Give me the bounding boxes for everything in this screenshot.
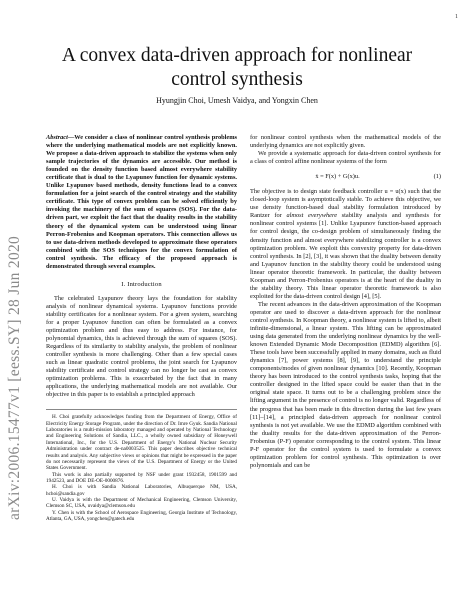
paper-title: A convex data-driven approach for nonlinear control synthesis (61, 45, 413, 90)
paragraph-text: stability analysis and synthesis for nonlinear control systems [1]. Unlike Lyapunov function-based approach for control design, the co-design problem of simultaneously finding the density function and almost everywhere stabilizing controller is a convex optimization problem. We exploit this convexity property for data-driven control synthesis. In [2], [3], it was shown that the duality between density and Lyapunov function in the stability theory could be understood using linear operator theoretic framework. In particular, the duality between Koopman and Perron-Frobenius operators is at the heart of the duality in the stability theory. This linear operator theoretic framework is also exploited for the data-driven control design [4], [5]. (250, 212, 441, 300)
intro-paragraph: The celebrated Lyapunov theory lays the foundation for stability analysis of nonlinear dynamical systems. Lyapunov functions provide stability certificates for a nonlinear system. For a given system, searching for a proper Lyapunov function can often be formulated as a convex optimization problem and thus easy to address. For instance, for polynomial dynamics, this is achieved through the sum of squares (SOS). Regardless of its similarity to stability analysis, the problem of nonlinear controller synthesis is more challenging. Other than a few special cases such as linear quadratic control problems, the joint search for Lyapunov stability certificate and control strategy can no longer be cast as convex optimization problems. This is exacerbated by the fact that in many applications, the underlying mathematical models are not available. Our objective in this paper is to establish a principled approach (46, 294, 237, 399)
body-paragraph (250, 188, 441, 301)
paragraph-text: The objective is to design state feedback controller u = u(x) such that the closed-loop system is asymptotically stable. To achieve this objective, we use density function-based dual stability formulation introduced by Rantzer for (250, 188, 441, 220)
abstract-text: —We consider a class of nonlinear control synthesis problems where the underlying mathematical models are not explicitly known. We propose a data-driven approach to stabilize the systems when only sample trajectories of the dynamics are accessible. Our method is founded on the density function based almost everywhere stability certificate that is dual to the Lyapunov function for dynamic systems. Unlike Lyapunov based methods, density functions lead to a convex formulation for a joint search of the control strategy and the stability certificate. This type of convex problem can be solved efficiently by invoking the machinery of the sum of squares (SOS). For the data-driven part, we exploit the fact that the duality results in the stability theory of the dynamical system can be understood using linear Perron-Frobenius and Koopman operators. This connection allows us to use data-driven methods developed to approximate these operators combined with the SOS techniques for the convex formulation of control synthesis. The efficacy of the proposed approach is demonstrated through several examples. (46, 134, 237, 270)
footnote: U. Vaidya is with the Department of Mechanical Engineering, Clemson University, Clemson SC, USA, uvaidya@clemson.edu (46, 496, 237, 510)
author-list: Hyungjin Choi, Umesh Vaidya, and Yongxin Chen (156, 96, 318, 105)
body-paragraph: for nonlinear control synthesis when the mathematical models of the underlying dynamics are not explicitly given. (250, 134, 441, 150)
left-column (46, 134, 237, 522)
right-column (250, 134, 441, 470)
arxiv-stamp: arXiv:2006.15477v1 [eess.SY] 28 Jun 2020 (6, 235, 23, 520)
equation-number: (1) (433, 173, 441, 181)
abstract (46, 134, 237, 271)
equation-block (250, 173, 441, 181)
footnote: Y. Chen is with the School of Aerospace Engineering, Georgia Institute of Technology, Atlanta, GA, USA, yongchen@gatech.edu (46, 509, 237, 522)
footnote: This work is also partially supported by NSF under grant 1932458, 1901599 and 1942523, and DOE DE-OE-0000876. (46, 471, 237, 484)
body-paragraph: The recent advances in the data-driven approximation of the Koopman operator are used to discover a data-driven approach for the nonlinear control synthesis. In Koopman theory, a nonlinear system is lifted to, albeit infinite-dimensional, a linear system. This lifting can be approximated using data generated from the underlying nonlinear dynamics by the well-known Extended Dynamic Mode Decomposition (EDMD) algorithm [6]. These tools have been successfully applied in many domains, such as fluid dynamics [7], power systems [8], [9], to understand the principle components/modes of given nonlinear dynamics [10]. Recently, Koopman theory has been introduced to the control synthesis tasks, hoping that the controller designed in the lifted space could be easier than that in the original state space. It turns out to be a challenging problem since the lifting argument in the presence of control is no longer valid. Regardless of the progress that has been made in this direction during the last few years [11]–[14], a principled data-driven approach for nonlinear control synthesis is not yet available. We use the EDMD algorithm combined with the duality results for the data-driven approximation of the Perron-Frobenius (P-F) operator corresponding to the control system. This linear P-F operator for the control system is used to formulate a convex optimization problem for control synthesis. This optimization is over polynomials and can be (250, 300, 441, 469)
equation: ẋ = F(x) + G(x)u. (315, 173, 360, 181)
emphasis-text: almost everywhere (286, 212, 338, 220)
body-paragraph: We provide a systematic approach for data-driven control synthesis for a class of control affine nonlinear systems of the form (250, 150, 441, 166)
footnote: H. Choi gratefully acknowledges funding from the Department of Energy, Office of Electricity Energy Storage Program, under the direction of Dr. Imre Gyuk. Sandia National Laboratories is a multi-mission laboratory managed and operated by National Technology and Engineering Solutions of Sandia, LLC., a wholly owned subsidiary of Honeywell International, Inc., for the U.S. Department of Energy's National Nuclear Security Administration under contract de-na0003525. This paper describes objective technical results and analysis. Any subjective views or opinions that might be expressed in the paper do not necessarily represent the views of the U.S. Department of Energy or the United States Government. (46, 414, 237, 472)
section-heading: I. Introduction (121, 280, 162, 288)
page-number: 1 (455, 14, 458, 20)
footnote: H. Choi is with Sandia National Laboratories, Albuquerque NM, USA, hchoi@sandia.gov (46, 484, 237, 497)
abstract-label: Abstract (46, 134, 68, 141)
footnotes (46, 409, 237, 522)
